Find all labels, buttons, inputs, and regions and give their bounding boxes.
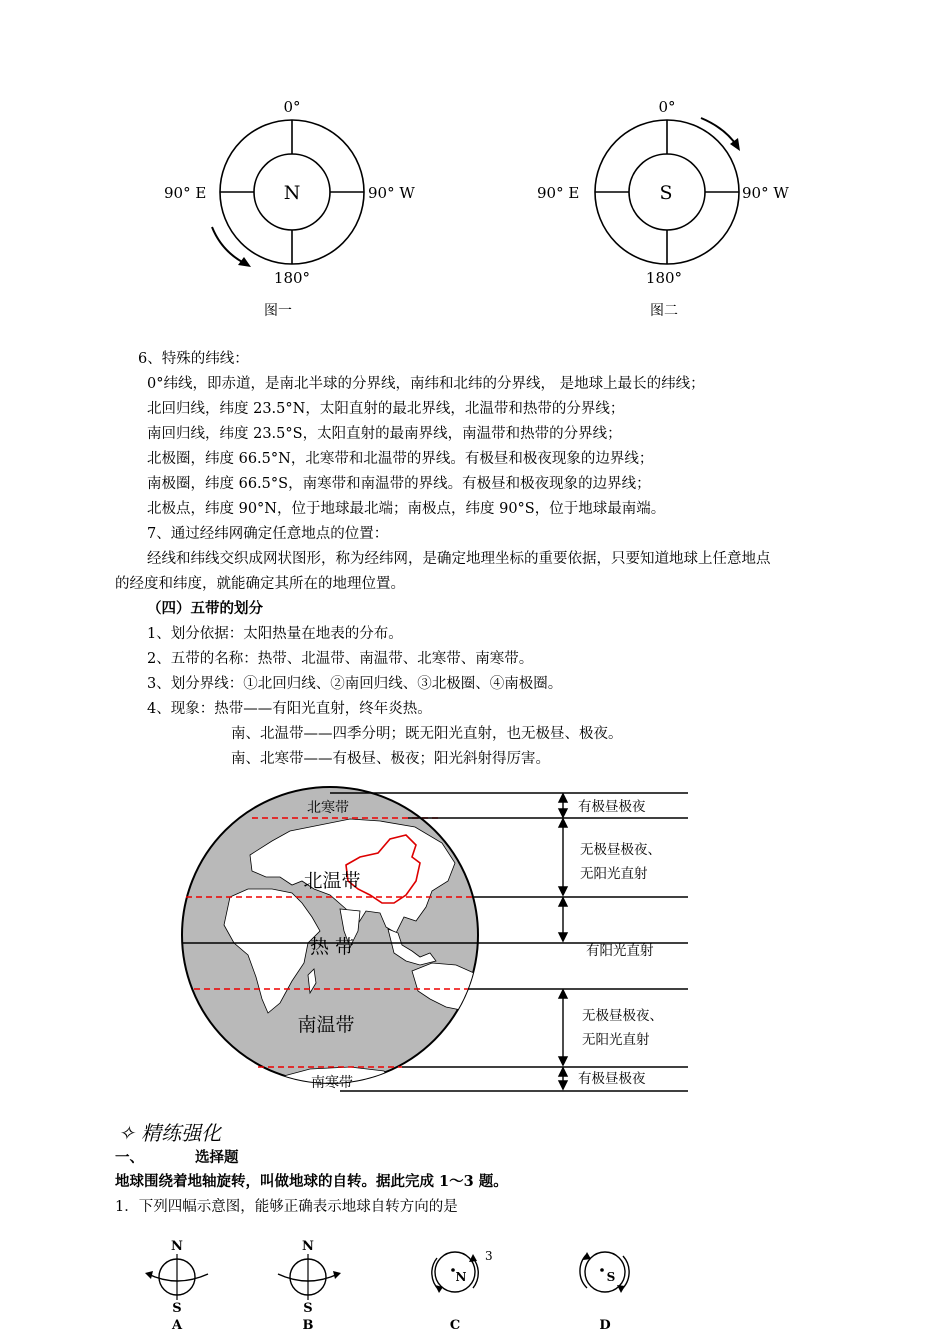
figure-one bbox=[150, 90, 440, 330]
practice-heading: ✧ 精练强化 bbox=[118, 1121, 222, 1145]
option-b-label: B bbox=[302, 1318, 314, 1333]
option-b-diagram bbox=[268, 1232, 348, 1344]
option-b-top: N bbox=[302, 1239, 314, 1254]
right-label-temp-north-a: 无极昼极夜、 bbox=[580, 842, 661, 858]
latitude-line-2: 北回归线，纬度 23.5°N，太阳直射的最北界线，北温带和热带的分界线； bbox=[147, 401, 625, 417]
option-c-label: C bbox=[449, 1318, 461, 1333]
right-label-temp-south-a: 无极昼极夜、 bbox=[582, 1008, 663, 1024]
fig1-center-label: N bbox=[283, 182, 301, 204]
section6-title: 6、特殊的纬线： bbox=[138, 351, 249, 367]
option-d-diagram bbox=[565, 1232, 645, 1344]
latitude-line-1: 0°纬线，即赤道，是南北半球的分界线，南纬和北纬的分界线， 是地球上最长的纬线； bbox=[147, 376, 705, 392]
label-south-temperate: 南温带 bbox=[297, 1014, 355, 1036]
five-zones-phen2: 南、北温带——四季分明；既无阳光直射，也无极昼、极夜。 bbox=[231, 726, 623, 742]
fig2-caption: 图二 bbox=[650, 303, 678, 319]
section7-para-line1: 经线和纬线交织成网状图形，称为经纬网，是确定地理坐标的重要依据，只要知道地球上任意地点 bbox=[147, 551, 771, 567]
label-tropical: 热 带 bbox=[309, 936, 355, 958]
label-south-frigid: 南寒带 bbox=[311, 1075, 353, 1091]
fig1-left-label: 90° E bbox=[164, 184, 207, 202]
right-label-tropic: 有阳光直射 bbox=[586, 943, 654, 959]
fig2-bottom-label: 180° bbox=[645, 269, 683, 287]
right-label-temp-south-b: 无阳光直射 bbox=[582, 1032, 650, 1048]
option-a-diagram bbox=[138, 1232, 218, 1344]
five-zones-names: 2、五带的名称：热带、北温带、南温带、北寒带、南寒带。 bbox=[147, 651, 534, 667]
question-1: 1．下列四幅示意图，能够正确表示地球自转方向的是 bbox=[115, 1199, 458, 1215]
five-zones-phen3: 南、北寒带——有极昼、极夜；阳光斜射得厉害。 bbox=[231, 751, 550, 767]
fig1-bottom-label: 180° bbox=[273, 269, 311, 287]
figure-two bbox=[525, 90, 815, 330]
question-intro: 地球围绕着地轴旋转，叫做地球的自转。据此完成 1～3 题。 bbox=[115, 1173, 508, 1190]
option-c-diagram bbox=[415, 1232, 505, 1344]
option-c-note: 3 bbox=[485, 1249, 493, 1263]
section7-title: 7、通过经纬网确定任意地点的位置： bbox=[147, 526, 389, 542]
fig2-top-label: 0° bbox=[658, 98, 676, 116]
option-a-label: A bbox=[171, 1318, 183, 1333]
fig2-left-label: 90° E bbox=[537, 184, 580, 202]
latitude-line-3: 南回归线，纬度 23.5°S，太阳直射的最南界线，南温带和热带的分界线； bbox=[147, 426, 622, 442]
option-a-bottom: S bbox=[172, 1301, 182, 1316]
five-zones-title: （四）五带的划分 bbox=[147, 600, 263, 617]
option-b-bottom: S bbox=[303, 1301, 313, 1316]
latitude-line-4: 北极圈，纬度 66.5°N，北寒带和北温带的界线。有极昼和极夜现象的边界线； bbox=[147, 451, 654, 467]
right-label-polar-south: 有极昼极夜 bbox=[578, 1071, 646, 1087]
five-zones-basis: 1、划分依据：太阳热量在地表的分布。 bbox=[147, 626, 403, 642]
five-zones-bounds: 3、划分界线：①北回归线、②南回归线、③北极圈、④南极圈。 bbox=[147, 676, 563, 692]
five-zones-phen1: 4、现象：热带——有阳光直射，终年炎热。 bbox=[147, 701, 432, 717]
latitude-line-6: 北极点，纬度 90°N，位于地球最北端；南极点，纬度 90°S，位于地球最南端。 bbox=[147, 501, 666, 517]
section7-para-line2: 的经度和纬度，就能确定其所在的地理位置。 bbox=[115, 576, 405, 592]
fig1-caption: 图一 bbox=[264, 303, 292, 319]
right-label-temp-north-b: 无阳光直射 bbox=[580, 866, 648, 882]
option-c-center: N bbox=[455, 1270, 467, 1284]
right-label-polar-north: 有极昼极夜 bbox=[578, 799, 646, 815]
label-north-frigid: 北寒带 bbox=[307, 800, 349, 816]
label-north-temperate: 北温带 bbox=[303, 870, 361, 892]
option-a-top: N bbox=[171, 1239, 183, 1254]
option-d-label: D bbox=[599, 1318, 611, 1333]
fig2-right-label: 90° W bbox=[742, 184, 789, 202]
option-d-center: S bbox=[606, 1270, 616, 1284]
latitude-line-5: 南极圈，纬度 66.5°S，南寒带和南温带的界线。有极昼和极夜现象的边界线； bbox=[147, 476, 651, 492]
fig1-top-label: 0° bbox=[283, 98, 301, 116]
question-section-number: 一、 bbox=[115, 1149, 144, 1166]
fig1-right-label: 90° W bbox=[368, 184, 415, 202]
fig2-center-label: S bbox=[659, 182, 673, 204]
question-section-title: 选择题 bbox=[195, 1149, 239, 1166]
five-zones-globe-diagram bbox=[180, 785, 700, 1095]
